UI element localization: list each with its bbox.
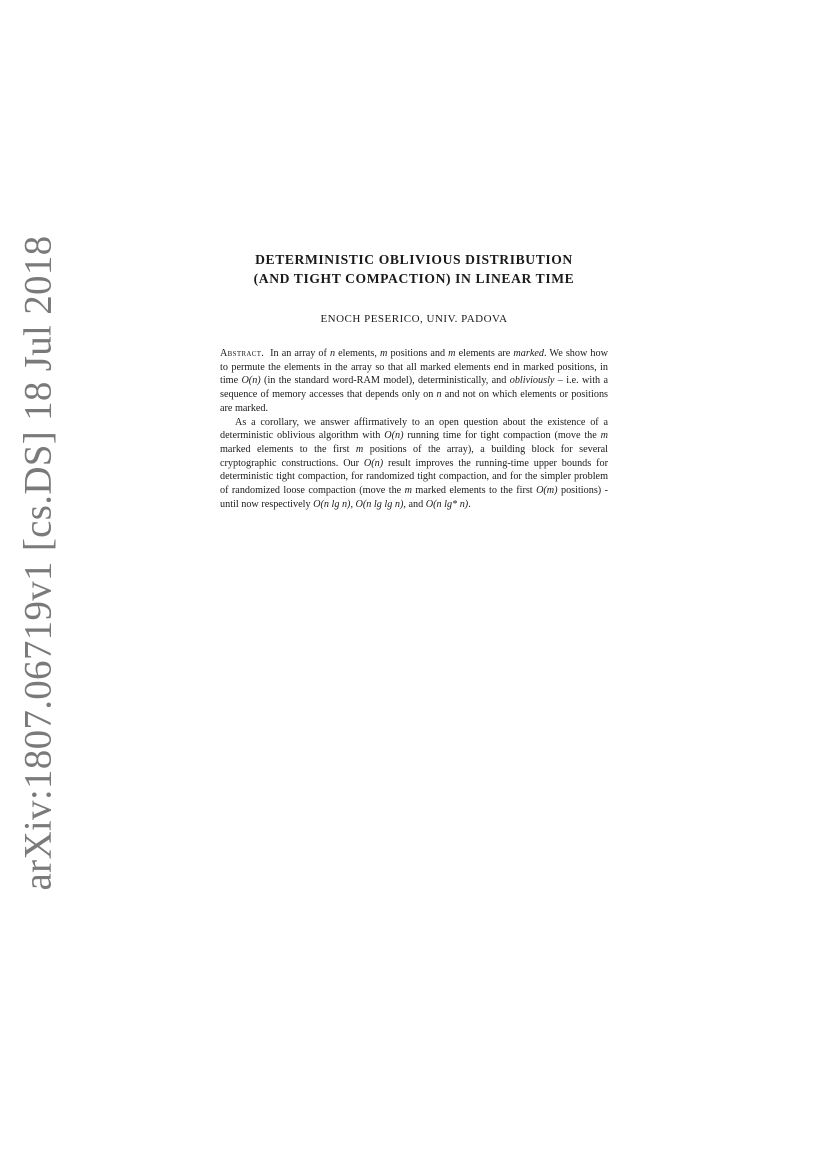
text-run: marked elements to the first <box>220 443 356 455</box>
emphasis-marked: marked <box>513 348 544 359</box>
text-run: and not on which elements or positions are marked. <box>220 389 608 414</box>
abstract <box>220 347 608 511</box>
text-run: positions of the array), a building block for several cryptographic constructions. Our <box>220 443 608 469</box>
text-run: – i.e. with a sequence of memory accesses that depends only on <box>220 375 608 401</box>
text-run: result improves the running-time upper bounds for deterministic tight compaction, for randomized tight compaction, and for the simpler problem of randomized loose compaction (move the <box>220 457 608 497</box>
math-expression: O(n lg lg n) <box>355 498 404 510</box>
emphasis-obliviously: obliviously <box>509 375 555 387</box>
math-expression: O(n lg n) <box>313 498 351 510</box>
text-run: . <box>468 498 471 510</box>
text-run: As a corollary, we answer affirmatively to an open question about the existence of a deterministic oblivious algorithm with <box>220 416 608 442</box>
math-expression: O(n) <box>384 430 404 442</box>
text-run: In an array of <box>270 348 330 359</box>
text-run: , and <box>403 498 426 510</box>
math-expression: O(n) <box>363 457 384 469</box>
math-var: n <box>436 389 442 401</box>
text-run: . We show how to permute the elements in the array so that all marked elements end in marked positions, in time <box>220 348 608 387</box>
arxiv-identifier-stamp: arXiv:1807.06719v1 [cs.DS] 18 Jul 2018 <box>16 235 60 891</box>
author-line: ENOCH PESERICO, UNIV. PADOVA <box>320 313 508 325</box>
math-expression: O(m) <box>536 485 558 497</box>
math-expression: O(n lg* n) <box>425 498 469 510</box>
math-var: n <box>329 348 336 359</box>
text-run: positions and <box>387 348 449 359</box>
text-run: , <box>350 498 356 510</box>
math-var: m <box>380 348 388 359</box>
text-run: marked elements to the first <box>411 485 537 497</box>
math-expression: O(n) <box>241 375 261 387</box>
math-var: m <box>448 348 456 359</box>
text-run: running time for tight compaction (move the <box>403 430 601 442</box>
title-line-1: DETERMINISTIC OBLIVIOUS DISTRIBUTION <box>255 252 573 267</box>
text-run: elements are <box>455 348 514 359</box>
math-var: m <box>600 430 608 442</box>
title-line-2: (AND TIGHT COMPACTION) IN LINEAR TIME <box>253 271 575 286</box>
paper-title <box>200 250 628 288</box>
text-run: (in the standard word-RAM model), deterministically, and <box>260 375 510 387</box>
text-run: elements, <box>335 348 381 359</box>
abstract-paragraph-2 <box>220 416 608 512</box>
math-var: m <box>404 485 412 497</box>
abstract-paragraph-1 <box>220 347 608 416</box>
abstract-label: Abstract. <box>220 348 265 359</box>
text-run: positions) - until now respectively <box>220 485 608 510</box>
math-var: m <box>355 443 364 455</box>
